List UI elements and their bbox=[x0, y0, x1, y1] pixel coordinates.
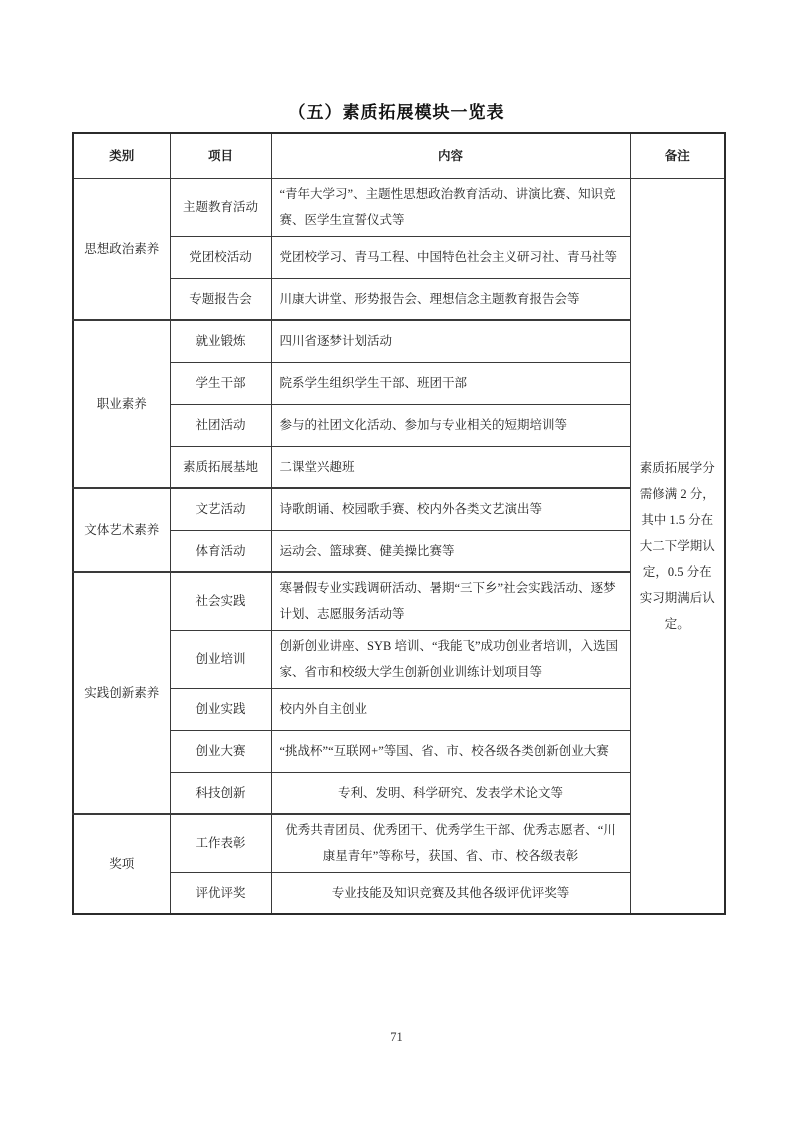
page-number: 71 bbox=[390, 1030, 403, 1044]
table-row bbox=[73, 320, 725, 362]
table-row bbox=[73, 404, 725, 446]
project-cell: 评优评奖 bbox=[170, 872, 271, 914]
category-cell: 实践创新素养 bbox=[73, 572, 170, 814]
page-title: （五）素质拓展模块一览表 bbox=[288, 103, 505, 122]
content-cell: 寒暑假专业实践调研活动、暑期“三下乡”社会实践活动、逐梦计划、志愿服务活动等 bbox=[271, 572, 630, 630]
project-cell: 主题教育活动 bbox=[170, 178, 271, 236]
content-cell: “挑战杯”“互联网+”等国、省、市、校各级各类创新创业大赛 bbox=[271, 730, 630, 772]
header-cell-category: 类别 bbox=[73, 133, 170, 178]
project-cell: 就业锻炼 bbox=[170, 320, 271, 362]
project-cell: 党团校活动 bbox=[170, 236, 271, 278]
category-cell: 职业素养 bbox=[73, 320, 170, 488]
project-cell: 科技创新 bbox=[170, 772, 271, 814]
table-row bbox=[73, 530, 725, 572]
content-cell: 运动会、篮球赛、健美操比赛等 bbox=[271, 530, 630, 572]
table-row bbox=[73, 446, 725, 488]
project-cell: 专题报告会 bbox=[170, 278, 271, 320]
table-row bbox=[73, 362, 725, 404]
header-cell-remark: 备注 bbox=[630, 133, 725, 178]
project-cell: 工作表彰 bbox=[170, 814, 271, 872]
content-cell: 党团校学习、青马工程、中国特色社会主义研习社、青马社等 bbox=[271, 236, 630, 278]
project-cell: 学生干部 bbox=[170, 362, 271, 404]
content-cell: 优秀共青团员、优秀团干、优秀学生干部、优秀志愿者、“川康星青年”等称号，获国、省、市、校各级表彰 bbox=[271, 814, 630, 872]
table-row bbox=[73, 572, 725, 630]
table-row bbox=[73, 630, 725, 688]
content-cell: “青年大学习”、主题性思想政治教育活动、讲演比赛、知识竞赛、医学生宣誓仪式等 bbox=[271, 178, 630, 236]
content-cell: 院系学生组织学生干部、班团干部 bbox=[271, 362, 630, 404]
table-header-row bbox=[73, 133, 725, 178]
content-cell: 川康大讲堂、形势报告会、理想信念主题教育报告会等 bbox=[271, 278, 630, 320]
category-cell: 文体艺术素养 bbox=[73, 488, 170, 572]
project-cell: 素质拓展基地 bbox=[170, 446, 271, 488]
table-row bbox=[73, 178, 725, 236]
table-row bbox=[73, 814, 725, 872]
table-row bbox=[73, 236, 725, 278]
header-cell-project: 项目 bbox=[170, 133, 271, 178]
category-cell: 思想政治素养 bbox=[73, 178, 170, 320]
table-row bbox=[73, 688, 725, 730]
category-cell: 奖项 bbox=[73, 814, 170, 914]
content-cell: 四川省逐梦计划活动 bbox=[271, 320, 630, 362]
project-cell: 创业大赛 bbox=[170, 730, 271, 772]
table-row bbox=[73, 730, 725, 772]
remark-cell: 素质拓展学分需修满 2 分，其中 1.5 分在大二下学期认定，0.5 分在实习期满后认定。 bbox=[630, 178, 725, 914]
project-cell: 社会实践 bbox=[170, 572, 271, 630]
quality-development-table bbox=[72, 132, 726, 915]
project-cell: 创业实践 bbox=[170, 688, 271, 730]
content-cell: 创新创业讲座、SYB 培训、“我能飞”成功创业者培训，入选国家、省市和校级大学生创新创业训练计划项目等 bbox=[271, 630, 630, 688]
table-row bbox=[73, 278, 725, 320]
project-cell: 创业培训 bbox=[170, 630, 271, 688]
project-cell: 社团活动 bbox=[170, 404, 271, 446]
project-cell: 体育活动 bbox=[170, 530, 271, 572]
table-row bbox=[73, 872, 725, 914]
header-cell-content: 内容 bbox=[271, 133, 630, 178]
content-cell: 专业技能及知识竞赛及其他各级评优评奖等 bbox=[271, 872, 630, 914]
content-cell: 二课堂兴趣班 bbox=[271, 446, 630, 488]
content-cell: 校内外自主创业 bbox=[271, 688, 630, 730]
content-cell: 诗歌朗诵、校园歌手赛、校内外各类文艺演出等 bbox=[271, 488, 630, 530]
table-row bbox=[73, 488, 725, 530]
content-cell: 专利、发明、科学研究、发表学术论文等 bbox=[271, 772, 630, 814]
content-cell: 参与的社团文化活动、参加与专业相关的短期培训等 bbox=[271, 404, 630, 446]
project-cell: 文艺活动 bbox=[170, 488, 271, 530]
table-row bbox=[73, 772, 725, 814]
